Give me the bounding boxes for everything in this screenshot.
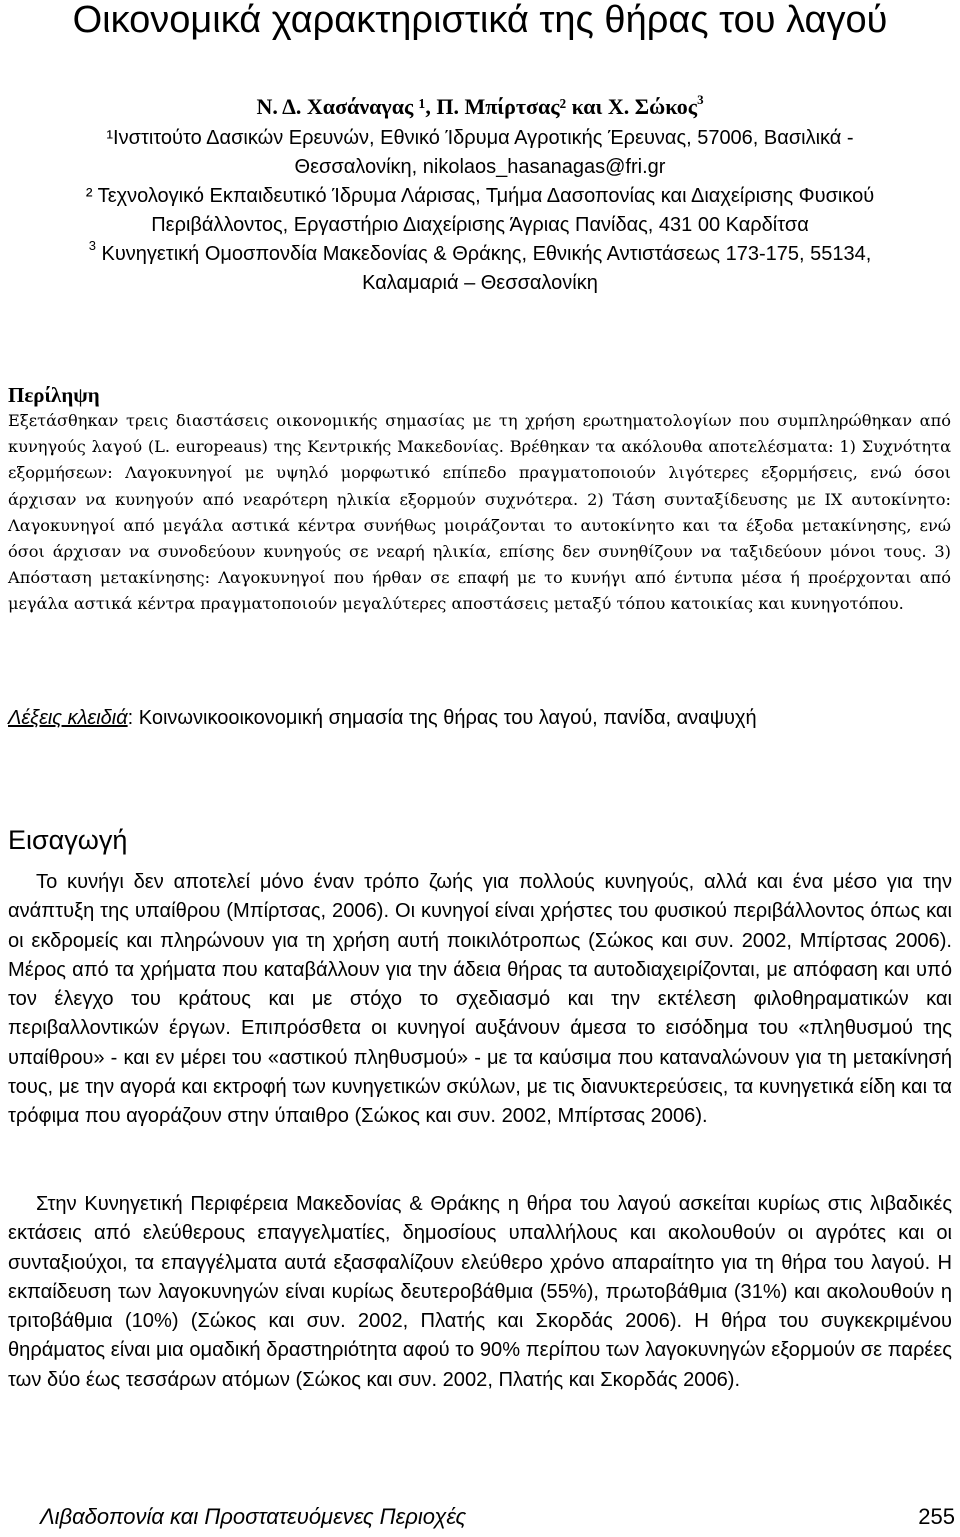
- keywords-separator: :: [127, 707, 139, 729]
- abstract-text: Εξετάσθηκαν τρεις διαστάσεις οικονομικής σημασίας με τη χρήση ερωτηματολογίων που συμπληρώθηκαν από κυνηγούς λαγού (L. europeaus) της Κεντρικής Μακεδονίας. Βρέθηκαν τα ακόλουθα αποτελέσματα: 1) Συχνότητα εξορμήσεων: Λαγοκυνηγοί με υψηλό μορφωτικό επίπεδο πραγματοποιούν λιγότερες εξορμήσεις, ενώ όσοι άρχισαν να κυνηγούν από νεαρότερη ηλικία εξορμούν συχνότερα. 2) Τάση συνταξίδευσης με ΙΧ αυτοκίνητο: Λαγοκυνηγοί από μεγάλα αστικά κέντρα συνήθως μοιράζονται το αυτοκίνητο και τα έξοδα μετακίνησης, ενώ όσοι άρχισαν να συνοδεύουν κυνηγούς σε νεαρή ηλικία, επίσης δεν συνηθίζουν να ταξιδεύουν μόνοι τους. 3) Απόσταση μετακίνησης: Λαγοκυνηγοί που ήρθαν σε επαφή με το κυνήγι από έντυπα μέσα ή προέρχονται από μεγάλα αστικά κέντρα πραγματοποιούν μεγαλύτερες αποστάσεις μεταξύ τόπου κατοικίας και κυνηγοτόπου.: [8, 411, 951, 614]
- affiliation-1-line-2: Θεσσαλονίκη, nikolaos_hasanagas@fri.gr: [294, 156, 666, 178]
- affiliation-3-line-1: Κυνηγετική Ομοσπονδία Μακεδονίας & Θράκης, Εθνικής Αντιστάσεως 173-175, 55134,: [95, 243, 872, 265]
- page-footer: [40, 1502, 955, 1532]
- keywords-label: Λέξεις κλειδιά: [8, 707, 128, 729]
- affiliation-3-line-2: Καλαμαριά – Θεσσαλονίκη: [362, 272, 598, 294]
- authors-superscript: 3: [697, 91, 704, 107]
- affiliation-3-superscript: 3: [88, 238, 96, 254]
- introduction-heading: Εισαγωγή: [8, 825, 128, 855]
- introduction-paragraph-2: Στην Κυνηγετική Περιφέρεια Μακεδονίας & Θράκης η θήρα του λαγού ασκείται κυρίως στις λιβαδικές εκτάσεις από ελεύθερους επαγγελματίες, δημοσίους υπαλλήλους και ακολουθούν οι αγρότες και οι συνταξιούχοι, τα επαγγέλματα αυτά εξασφαλίζουν ελεύθερο χρόνο απαραίτητο για τη θήρα του λαγού. Η εκπαίδευση των λαγοκυνηγών είναι κυρίως δευτεροβάθμια (55%), πρωτοβάθμια (31%) και ακολουθούν η τριτοβάθμια (10%) (Σώκος και συν. 2002, Πλατής και Σκορδάς 2006). Η θήρα του συγκεκριμένου θηράματος είναι μια ομαδική δραστηριότητα αφού το 90% περίπου των λαγοκυνηγών εξορμούν σε παρέες των δύο έως τεσσάρων ατόμων (Σώκος και συν. 2002, Πλατής και Σκορδάς 2006).: [8, 1193, 952, 1391]
- affiliation-2-line-2: Περιβάλλοντος, Εργαστήριο Διαχείρισης Άγριας Πανίδας, 431 00 Καρδίτσα: [151, 214, 809, 236]
- keywords-text: Κοινωνικοοικονομική σημασία της θήρας του λαγού, πανίδα, αναψυχή: [138, 707, 757, 729]
- authors-text: Ν. Δ. Χασάναγας ¹, Π. Μπίρτσας² και Χ. Σώκος: [256, 94, 698, 119]
- authors-line: [0, 92, 960, 122]
- abstract-heading: Περίληψη: [8, 383, 100, 407]
- keywords-line: [8, 703, 953, 733]
- paper-title: Οικονομικά χαρακτηριστικά της θήρας του λαγού: [72, 0, 888, 41]
- affiliation-1: [0, 124, 960, 182]
- affiliation-1-line-1: ¹Ινστιτούτο Δασικών Ερευνών, Εθνικό Ίδρυμα Αγροτικής Έρευνας, 57006, Βασιλικά -: [106, 127, 854, 149]
- affiliation-2-line-1: ² Τεχνολογικό Εκπαιδευτικό Ίδρυμα Λάρισας, Τμήμα Δασοπονίας και Διαχείρισης Φυσικού: [85, 185, 875, 207]
- footer-page-number: 255: [918, 1504, 955, 1529]
- affiliation-3-line-1-wrap: [0, 240, 960, 269]
- footer-journal-name: Λιβαδοπονία και Προστατευόμενες Περιοχές: [40, 1504, 467, 1529]
- affiliation-2: [0, 182, 960, 240]
- affiliation-3: [0, 240, 960, 298]
- introduction-paragraph-1: Το κυνήγι δεν αποτελεί μόνο έναν τρόπο ζωής για πολλούς κυνηγούς, αλλά και ένα μέσο για την ανάπτυξη της υπαίθρου (Μπίρτσας, 2006). Οι κυνηγοί είναι χρήστες του φυσικού περιβάλλοντος όπως και οι εκδρομείς και πληρώνουν για τη χρήση αυτή ποικιλότροπως (Σώκος και συν. 2002, Μπίρτσας 2006). Μέρος από τα χρήματα που καταβάλλουν για την άδεια θήρας τα αυτοδιαχειρίζονται, με απόφαση και υπό τον έλεγχο του κράτους και με στόχο το σχεδιασμό και την εκτέλεση φιλοθηραματικών και περιβαλλοντικών έργων. Επιπρόσθετα οι κυνηγοί αυξάνουν άμεσα το εισόδημα του «πληθυσμού της υπαίθρου» - και εν μέρει του «αστικού πληθυσμού» - με τα καύσιμα που καταναλώνουν για τη μετακίνησή τους, με την αγορά και εκτροφή των κυνηγετικών σκύλων, με τις διανυκτερεύσεις, τα κυνηγετικά είδη και τα τρόφιμα που αγοράζουν στην ύπαιθρο (Σώκος και συν. 2002, Μπίρτσας 2006).: [8, 871, 952, 1128]
